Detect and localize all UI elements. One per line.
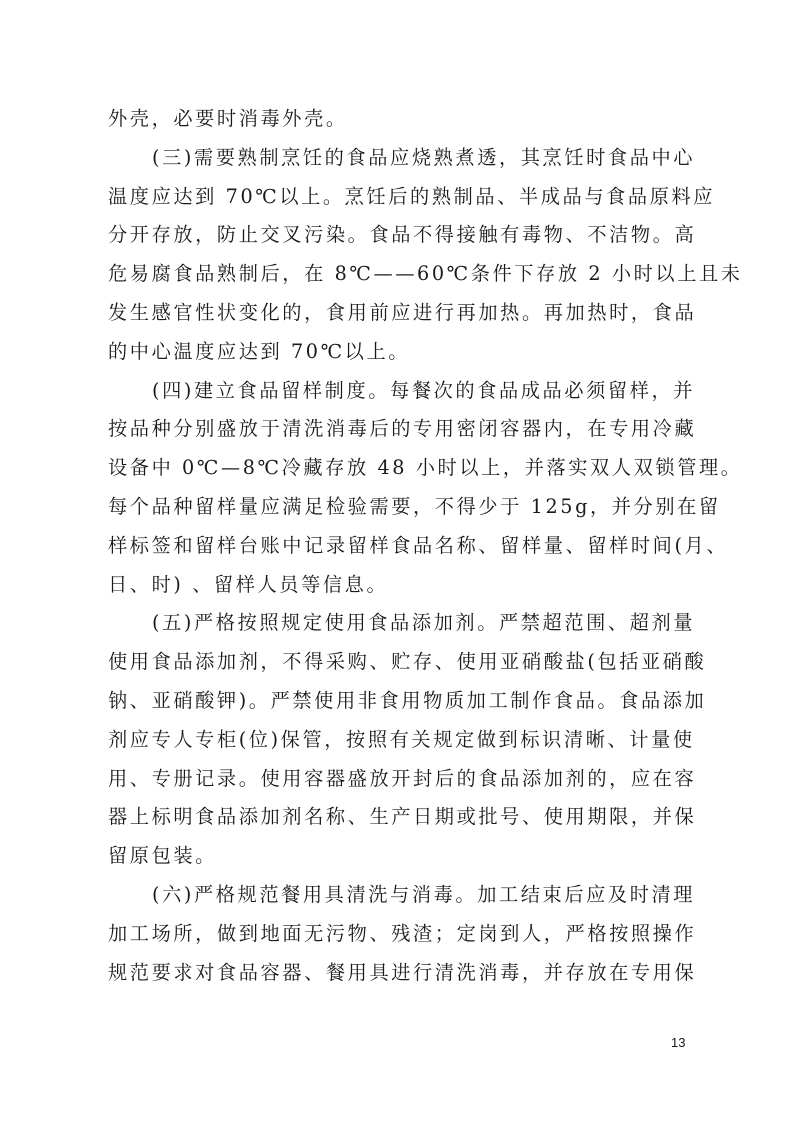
paragraph-6-line: (六)严格规范餐用具清洗与消毒。加工结束后应及时清理 — [152, 882, 696, 906]
page-number: 13 — [671, 1035, 686, 1050]
text-line: 的中心温度应达到 70℃以上。 — [108, 339, 411, 363]
text-line: 发生感官性状变化的，食用前应进行再加热。再加热时，食品 — [108, 300, 697, 324]
text-line: 外壳，必要时消毒外壳。 — [108, 107, 348, 130]
text-line: 每个品种留样量应满足检验需要，不得少于 125g，并分别在留 — [108, 494, 721, 518]
text-line: 温度应达到 70℃以上。烹饪后的熟制品、半成品与食品原料应 — [108, 184, 716, 208]
text-line: 规范要求对食品容器、餐用具进行清洗消毒，并存放在专用保 — [108, 960, 697, 984]
text-line: 按品种分别盛放于清洗消毒后的专用密闭容器内，在专用冷藏 — [108, 417, 697, 441]
paragraph-4-line: (四)建立食品留样制度。每餐次的食品成品必须留样，并 — [152, 378, 696, 402]
text-line: 留原包装。 — [108, 844, 217, 868]
paragraph-3-line: (三)需要熟制烹饪的食品应烧熟煮透，其烹饪时食品中心 — [152, 145, 696, 169]
text-line: 设备中 0℃—8℃冷藏存放 48 小时以上，并落实双人双锁管理。 — [108, 456, 743, 480]
text-line: 钠、亚硝酸钾)。严禁使用非食用物质加工制作食品。食品添加 — [108, 688, 707, 712]
text-line: 剂应专人专柜(位)保管，按照有关规定做到标识清晰、计量使 — [108, 727, 695, 751]
text-line: 危易腐食品熟制后，在 8℃——60℃条件下存放 2 小时以上且未 — [108, 262, 743, 286]
text-line: 使用食品添加剂，不得采购、贮存、使用亚硝酸盐(包括亚硝酸 — [108, 650, 707, 674]
text-line: 器上标明食品添加剂名称、生产日期或批号、使用期限，并保 — [108, 805, 697, 829]
body-text — [108, 100, 743, 992]
text-line: 加工场所，做到地面无污物、残渣；定岗到人，严格按照操作 — [108, 921, 697, 945]
text-line: 样标签和留样台账中记录留样食品名称、留样量、留样时间(月、 — [108, 533, 729, 557]
text-line: 用、专册记录。使用容器盛放开封后的食品添加剂的，应在容 — [108, 766, 697, 790]
text-line: 分开存放，防止交叉污染。食品不得接触有毒物、不洁物。高 — [108, 223, 697, 247]
paragraph-5-line: (五)严格按照规定使用食品添加剂。严禁超范围、超剂量 — [152, 611, 696, 635]
text-line: 日、时) 、留样人员等信息。 — [108, 572, 389, 596]
